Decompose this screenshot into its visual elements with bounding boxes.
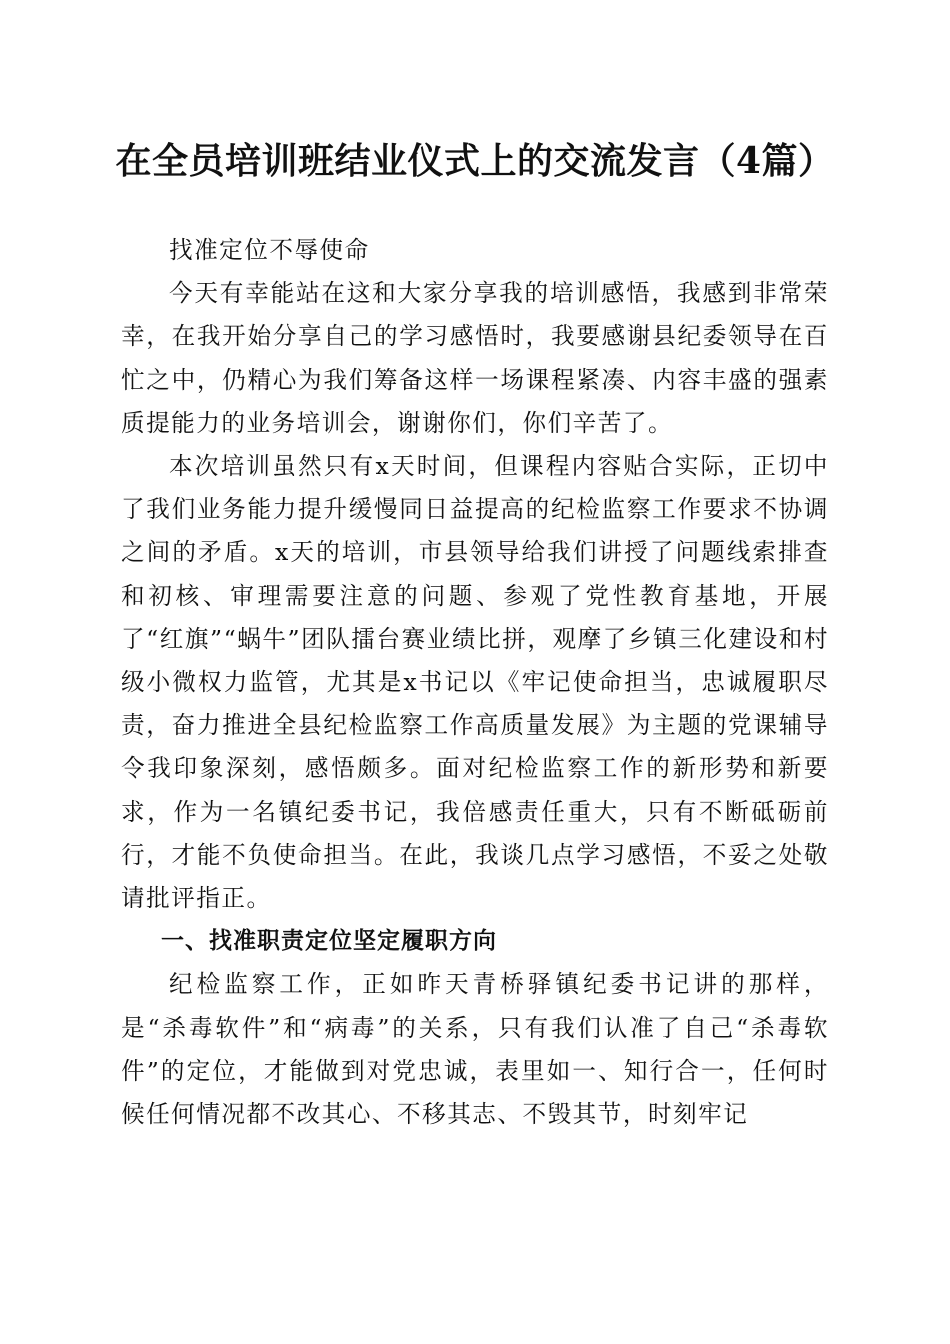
paragraph-training: 本次培训虽然只有x天时间，但课程内容贴合实际，正切中了我们业务能力提升缓慢同日益提高的纪检监察工作要求不协调之间的矛盾。x天的培训，市县领导给我们讲授了问题线索排查和初核、审理需要注意的问题、参观了党性教育基地，开展了“红旗”“蜗牛”团队擂台赛业绩比拼，观摩了乡镇三化建设和村级小微权力监管，尤其是x书记以《牢记使命担当，忠诚履职尽责，奋力推进全县纪检监察工作高质量发展》为主题的党课辅导令我印象深刻，感悟颇多。面对纪检监察工作的新形势和新要求，作为一名镇纪委书记，我倍感责任重大，只有不断砥砺前行，才能不负使命担当。在此，我谈几点学习感悟，不妥之处敬请批评指正。 <box>121 452 829 913</box>
document-title: 在全员培训班结业仪式上的交流发言（4篇） <box>115 140 835 182</box>
paragraph-intro: 今天有幸能站在这和大家分享我的培训感悟，我感到非常荣幸，在我开始分享自己的学习感悟时，我要感谢县纪委领导在百忙之中，仍精心为我们筹备这样一场课程紧凑、内容丰盛的强素质提能力的业务培训会，谢谢你们，你们辛苦了。 <box>121 279 829 437</box>
document-body <box>121 229 829 1136</box>
section-heading: 一、找准职责定位坚定履职方向 <box>161 928 497 955</box>
paragraph-section-one: 纪检监察工作，正如昨天青桥驿镇纪委书记讲的那样，是“杀毒软件”和“病毒”的关系，只有我们认准了自己“杀毒软件”的定位，才能做到对党忠诚，表里如一、知行合一，任何时候任何情况都不改其心、不移其志、不毁其节，时刻牢记 <box>121 970 829 1129</box>
subtitle: 找准定位不辱使命 <box>169 236 370 264</box>
